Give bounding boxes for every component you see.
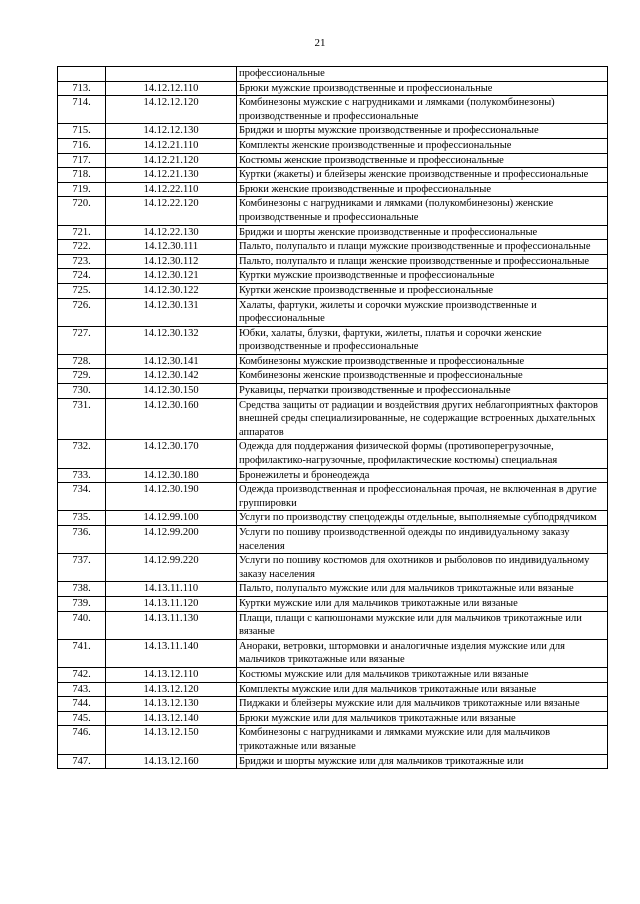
- okpd-code: 14.13.12.120: [106, 682, 237, 697]
- table-row: [58, 697, 608, 712]
- page-number: 21: [314, 37, 326, 49]
- item-name: Пальто, полупальто и плащи мужские производственные и профессиональные: [237, 240, 608, 255]
- item-name: Одежда производственная и профессиональная прочая, не включенная в другие группировки: [237, 483, 608, 511]
- okpd-code: 14.12.30.141: [106, 354, 237, 369]
- row-number: 725.: [58, 283, 106, 298]
- item-name: Куртки мужские производственные и профессиональные: [237, 269, 608, 284]
- table-row: [58, 639, 608, 667]
- item-name: Бриджи и шорты мужские или для мальчиков трикотажные или: [237, 754, 608, 769]
- table-row: [58, 526, 608, 554]
- row-number: 737.: [58, 554, 106, 582]
- okpd-code: 14.13.12.160: [106, 754, 237, 769]
- row-number: [58, 67, 106, 82]
- okpd-code: 14.12.21.130: [106, 168, 237, 183]
- okpd-code: 14.12.12.120: [106, 96, 237, 124]
- item-name: Куртки (жакеты) и блейзеры женские производственные и профессиональные: [237, 168, 608, 183]
- okpd-code: [106, 67, 237, 82]
- row-number: 720.: [58, 197, 106, 225]
- item-name: Костюмы мужские или для мальчиков трикотажные или вязаные: [237, 667, 608, 682]
- okpd-code: 14.12.22.130: [106, 225, 237, 240]
- table-body: [58, 67, 608, 769]
- item-name: Бриджи и шорты мужские производственные и профессиональные: [237, 124, 608, 139]
- item-name: Брюки мужские производственные и профессиональные: [237, 81, 608, 96]
- item-name: Пальто, полупальто и плащи женские производственные и профессиональные: [237, 254, 608, 269]
- table-row: [58, 726, 608, 754]
- table-row: [58, 269, 608, 284]
- row-number: 734.: [58, 483, 106, 511]
- row-number: 721.: [58, 225, 106, 240]
- item-name: Комбинезоны мужские производственные и профессиональные: [237, 354, 608, 369]
- item-name: Пиджаки и блейзеры мужские или для мальчиков трикотажные или вязаные: [237, 697, 608, 712]
- item-name: Средства защиты от радиации и воздействия других неблагоприятных факторов внешней среды специализированные, не содержащие встроенных дыхательных аппаратов: [237, 398, 608, 440]
- item-name: Комбинезоны женские производственные и профессиональные: [237, 369, 608, 384]
- table-row: [58, 754, 608, 769]
- row-number: 726.: [58, 298, 106, 326]
- item-name: Услуги по производству спецодежды отдельные, выполняемые субподрядчиком: [237, 511, 608, 526]
- okpd-code: 14.12.30.112: [106, 254, 237, 269]
- item-name: Услуги по пошиву костюмов для охотников и рыболовов по индивидуальному заказу населения: [237, 554, 608, 582]
- table-row: [58, 554, 608, 582]
- okpd-code: 14.13.11.130: [106, 611, 237, 639]
- okpd-code: 14.12.30.142: [106, 369, 237, 384]
- row-number: 742.: [58, 667, 106, 682]
- table-row: [58, 283, 608, 298]
- item-name: профессиональные: [237, 67, 608, 82]
- okpd-code: 14.12.12.130: [106, 124, 237, 139]
- item-name: Комбинезоны мужские с нагрудниками и лямками (полукомбинезоны) производственные и профессиональные: [237, 96, 608, 124]
- table-row: [58, 398, 608, 440]
- item-name: Комплекты мужские или для мальчиков трикотажные или вязаные: [237, 682, 608, 697]
- item-name: Куртки мужские или для мальчиков трикотажные или вязаные: [237, 596, 608, 611]
- row-number: 746.: [58, 726, 106, 754]
- row-number: 740.: [58, 611, 106, 639]
- okpd-code: 14.12.30.132: [106, 326, 237, 354]
- table-row: [58, 182, 608, 197]
- table-row: [58, 81, 608, 96]
- okpd-code: 14.12.30.190: [106, 483, 237, 511]
- table-row: [58, 468, 608, 483]
- item-name: Пальто, полупальто мужские или для мальчиков трикотажные или вязаные: [237, 582, 608, 597]
- item-name: Комбинезоны с нагрудниками и лямками мужские или для мальчиков трикотажные или вязаные: [237, 726, 608, 754]
- item-name: Брюки женские производственные и профессиональные: [237, 182, 608, 197]
- row-number: 735.: [58, 511, 106, 526]
- table-row: [58, 254, 608, 269]
- row-number: 733.: [58, 468, 106, 483]
- row-number: 729.: [58, 369, 106, 384]
- table-row: [58, 511, 608, 526]
- table-row: [58, 354, 608, 369]
- okpd-code: 14.12.30.180: [106, 468, 237, 483]
- row-number: 714.: [58, 96, 106, 124]
- okpd-code: 14.13.11.140: [106, 639, 237, 667]
- row-number: 717.: [58, 153, 106, 168]
- row-number: 738.: [58, 582, 106, 597]
- item-name: Анораки, ветровки, штормовки и аналогичные изделия мужские или для мальчиков трикотажные или вязаные: [237, 639, 608, 667]
- table-row: [58, 326, 608, 354]
- okpd-code: 14.13.11.120: [106, 596, 237, 611]
- item-name: Бриджи и шорты женские производственные и профессиональные: [237, 225, 608, 240]
- okpd-code: 14.12.22.110: [106, 182, 237, 197]
- okpd-code: 14.13.11.110: [106, 582, 237, 597]
- okpd-code: 14.12.30.170: [106, 440, 237, 468]
- table-row: [58, 596, 608, 611]
- item-name: Плащи, плащи с капюшонами мужские или для мальчиков трикотажные или вязаные: [237, 611, 608, 639]
- okpd-code: 14.12.30.122: [106, 283, 237, 298]
- item-name: Халаты, фартуки, жилеты и сорочки мужские производственные и профессиональные: [237, 298, 608, 326]
- table-row: [58, 225, 608, 240]
- row-number: 724.: [58, 269, 106, 284]
- row-number: 716.: [58, 138, 106, 153]
- table-row: [58, 711, 608, 726]
- okpd-code: 14.12.22.120: [106, 197, 237, 225]
- okpd-code: 14.12.30.121: [106, 269, 237, 284]
- table-row: [58, 682, 608, 697]
- row-number: 732.: [58, 440, 106, 468]
- table-row: [58, 483, 608, 511]
- row-number: 743.: [58, 682, 106, 697]
- okpd-code: 14.12.99.100: [106, 511, 237, 526]
- okpd-code: 14.12.21.110: [106, 138, 237, 153]
- item-name: Бронежилеты и бронеодежда: [237, 468, 608, 483]
- item-name: Рукавицы, перчатки производственные и профессиональные: [237, 384, 608, 399]
- table-row: [58, 611, 608, 639]
- item-name: Комбинезоны с нагрудниками и лямками (полукомбинезоны) женские производственные и профессиональные: [237, 197, 608, 225]
- okpd-code: 14.12.99.200: [106, 526, 237, 554]
- okpd-code: 14.13.12.110: [106, 667, 237, 682]
- table-row: [58, 582, 608, 597]
- row-number: 741.: [58, 639, 106, 667]
- table-row: [58, 667, 608, 682]
- row-number: 713.: [58, 81, 106, 96]
- table-row: [58, 168, 608, 183]
- okpd-code: 14.12.30.160: [106, 398, 237, 440]
- table-row: [58, 67, 608, 82]
- item-name: Услуги по пошиву производственной одежды по индивидуальному заказу населения: [237, 526, 608, 554]
- row-number: 723.: [58, 254, 106, 269]
- okpd-code: 14.12.30.111: [106, 240, 237, 255]
- item-name: Брюки мужские или для мальчиков трикотажные или вязаные: [237, 711, 608, 726]
- table-row: [58, 369, 608, 384]
- row-number: 727.: [58, 326, 106, 354]
- row-number: 747.: [58, 754, 106, 769]
- okpd-code: 14.13.12.150: [106, 726, 237, 754]
- okpd-code: 14.12.12.110: [106, 81, 237, 96]
- table-row: [58, 96, 608, 124]
- item-name: Одежда для поддержания физической формы (противоперегрузочные, профилактико-нагрузочные, профилактические костюмы) специальная: [237, 440, 608, 468]
- table-row: [58, 124, 608, 139]
- row-number: 715.: [58, 124, 106, 139]
- okpd-code: 14.12.30.131: [106, 298, 237, 326]
- okpd-code: 14.12.99.220: [106, 554, 237, 582]
- table-row: [58, 384, 608, 399]
- okpd-code: 14.13.12.140: [106, 711, 237, 726]
- row-number: 731.: [58, 398, 106, 440]
- table-row: [58, 197, 608, 225]
- row-number: 736.: [58, 526, 106, 554]
- table-row: [58, 240, 608, 255]
- row-number: 718.: [58, 168, 106, 183]
- table-row: [58, 153, 608, 168]
- item-name: Куртки женские производственные и профессиональные: [237, 283, 608, 298]
- row-number: 730.: [58, 384, 106, 399]
- item-name: Костюмы женские производственные и профессиональные: [237, 153, 608, 168]
- table-row: [58, 138, 608, 153]
- table-row: [58, 298, 608, 326]
- row-number: 745.: [58, 711, 106, 726]
- row-number: 744.: [58, 697, 106, 712]
- row-number: 739.: [58, 596, 106, 611]
- okpd-table: [57, 66, 608, 769]
- item-name: Комплекты женские производственные и профессиональные: [237, 138, 608, 153]
- item-name: Юбки, халаты, блузки, фартуки, жилеты, платья и сорочки женские производственные и профессиональные: [237, 326, 608, 354]
- okpd-code: 14.13.12.130: [106, 697, 237, 712]
- okpd-code: 14.12.30.150: [106, 384, 237, 399]
- row-number: 719.: [58, 182, 106, 197]
- row-number: 722.: [58, 240, 106, 255]
- table-row: [58, 440, 608, 468]
- okpd-code: 14.12.21.120: [106, 153, 237, 168]
- row-number: 728.: [58, 354, 106, 369]
